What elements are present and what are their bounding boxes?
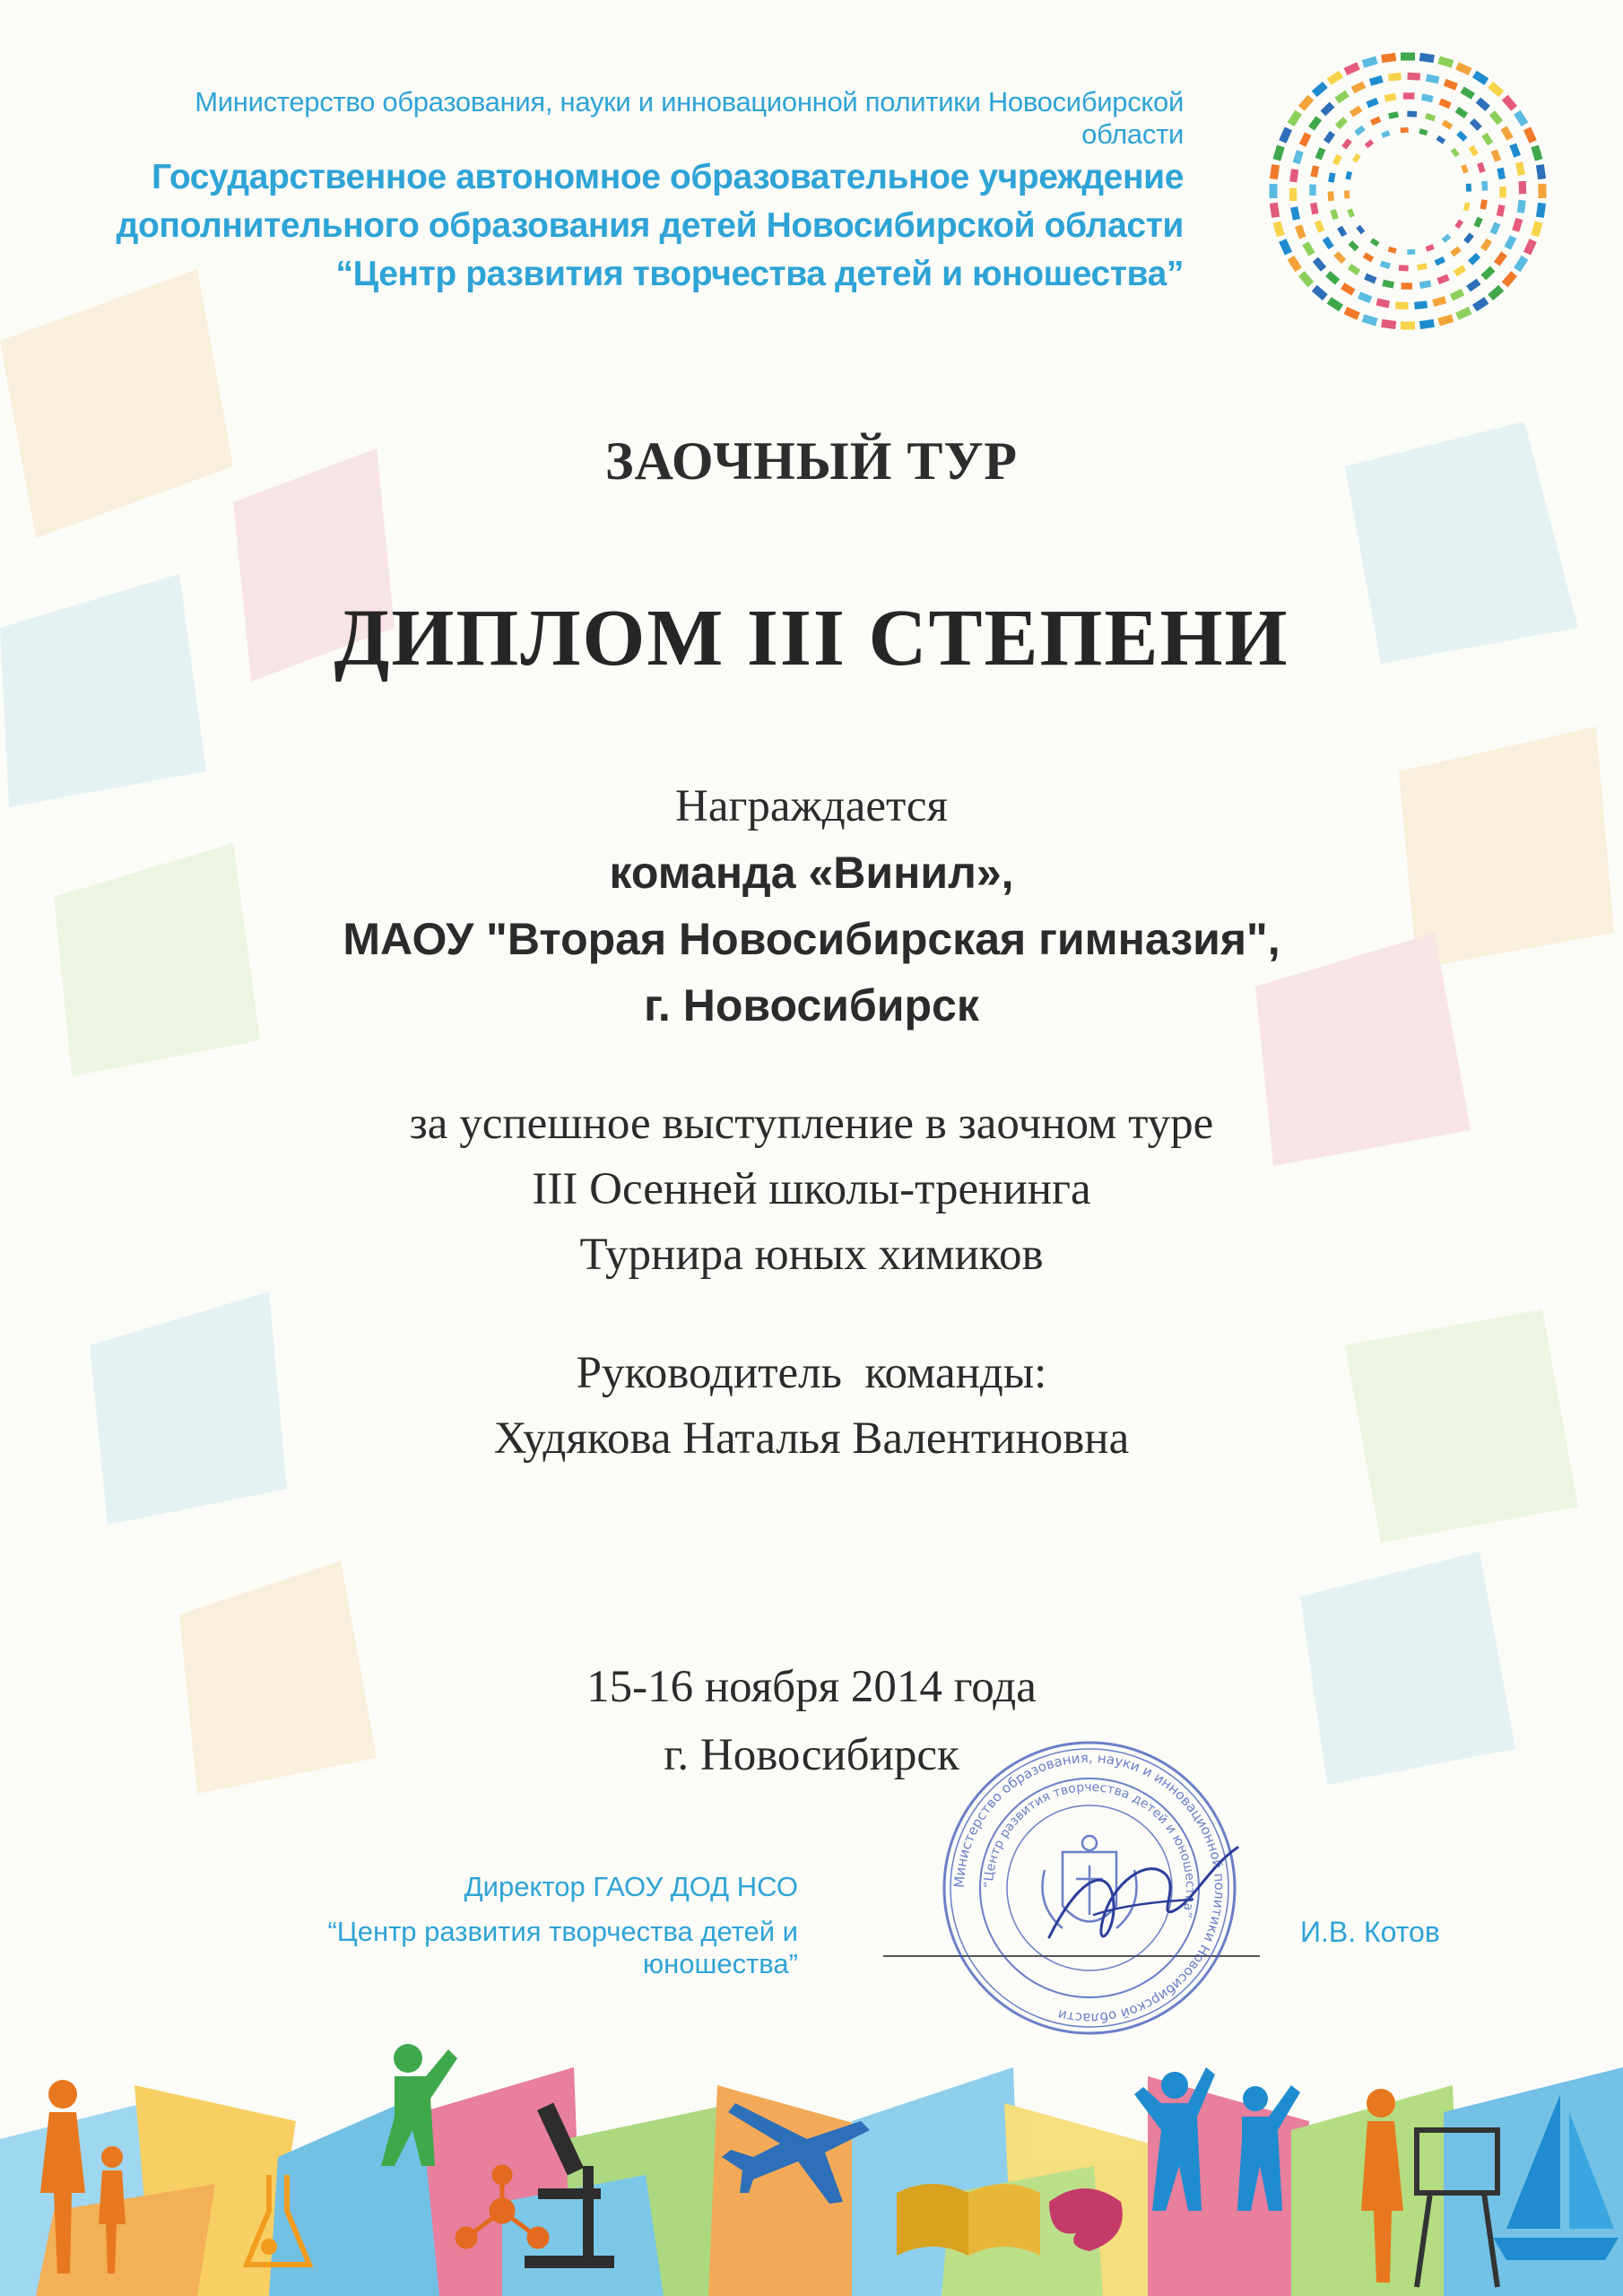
awarded-label: Награждается (675, 781, 948, 831)
institution-name-line2: дополнительного образования детей Новосибирской области (116, 206, 1184, 245)
team-leader-name: Худякова Наталья Валентиновна (493, 1413, 1130, 1464)
reason-line2: III Осенней школы-тренинга (532, 1164, 1091, 1214)
seal-inner-text: “Центр развития творчества детей и юношества” (981, 1779, 1198, 1919)
tour-title: ЗАОЧНЫЙ ТУР (604, 431, 1019, 491)
director-name: И.В. Котов (1300, 1916, 1440, 1948)
director-title-line2: “Центр развития творчества детей и юношества” (327, 1916, 798, 1979)
event-city: г. Новосибирск (664, 1730, 959, 1780)
reason-line3: Турнира юных химиков (579, 1230, 1044, 1280)
team-leader-label: Руководитель команды: (576, 1348, 1047, 1398)
footer-illustration (0, 2031, 1623, 2296)
team-name: команда «Винил», (609, 848, 1014, 898)
diploma-title: ДИПЛОМ III СТЕПЕНИ (334, 594, 1289, 683)
book-icon (897, 2184, 1040, 2256)
school-name: МАОУ "Вторая Новосибирская гимназия", (343, 914, 1280, 964)
event-date: 15-16 ноября 2014 года (586, 1662, 1037, 1712)
institution-name-line3: “Центр развития творчества детей и юношества” (335, 255, 1184, 293)
seal-outer-text: Министерство образования, науки и инновационной политики Новосибирской области (950, 1749, 1228, 2027)
center-logo (1251, 34, 1565, 348)
reason-line1: за успешное выступление в заочном туре (409, 1099, 1214, 1149)
director-signature (1040, 1830, 1246, 1982)
ministry-name: Министерство образования, науки и инновационной политики Новосибирской области (195, 86, 1184, 150)
institution-name-line1: Государственное автономное образовательное учреждение (152, 158, 1184, 196)
city-name: г. Новосибирск (644, 980, 979, 1031)
director-title-line1: Директор ГАОУ ДОД НСО (464, 1871, 798, 1902)
